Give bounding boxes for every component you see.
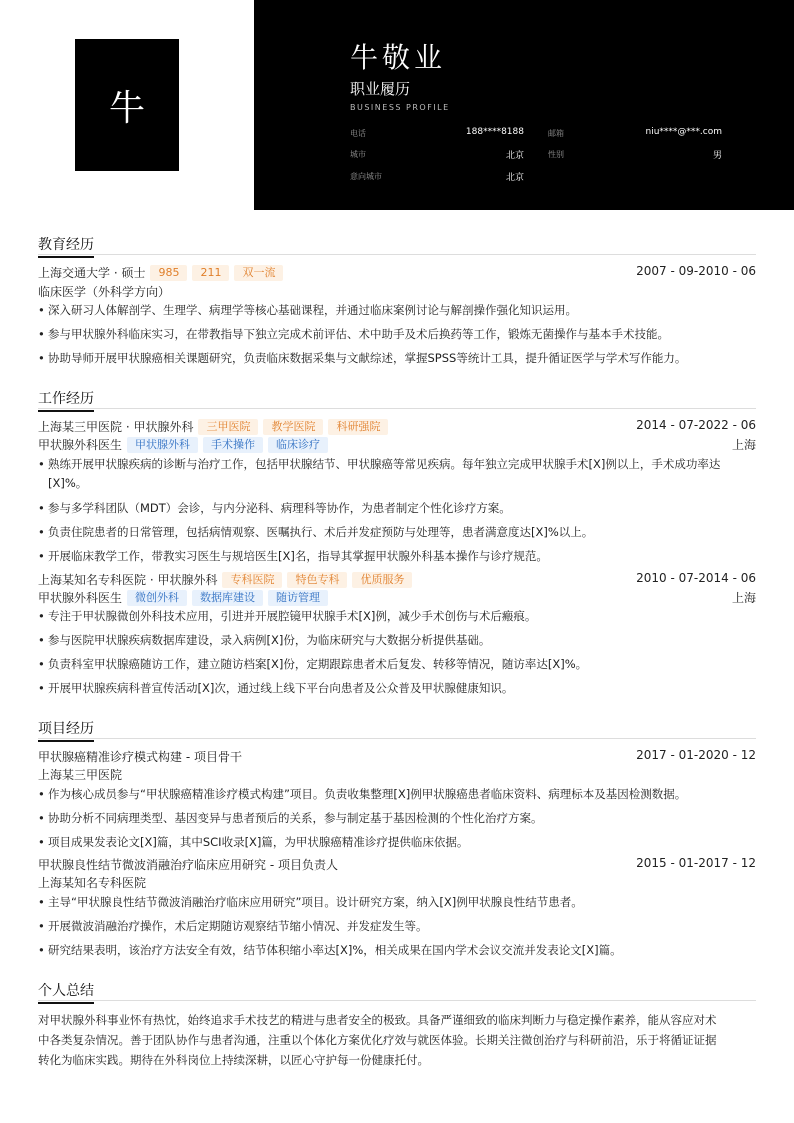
- tag: 双一流: [234, 265, 283, 281]
- profile-subtitle-en: BUSINESS PROFILE: [350, 103, 450, 112]
- phone-label: 电话: [350, 129, 366, 138]
- project-name: 甲状腺癌精准诊疗模式构建 - 项目骨干: [38, 750, 242, 764]
- tag: 数据库建设: [192, 590, 263, 606]
- list-item: • 参与甲状腺外科临床实习，在带教指导下独立完成术前评估、术中助手及术后换药等工作，锻炼无菌操作与基本手术技能。: [38, 325, 756, 343]
- job-entry: [38, 418, 756, 436]
- list-item: • 研究结果表明，该治疗方法安全有效，结节体积缩小率达[X]%，相关成果在国内学术会议交流并发表论文[X]篇。: [38, 941, 756, 959]
- list-item: • 负责科室甲状腺癌随访工作，建立随访档案[X]份，定期跟踪患者术后复发、转移等情况，随访率达[X]%。: [38, 655, 756, 673]
- summary-line: 中各类复杂情况。善于团队协作与患者沟通，注重以个体化方案优化疗效与就医体验。长期关注微创治疗与科研前沿，乐于将循证证据: [38, 1033, 717, 1047]
- list-item: • 深入研习人体解剖学、生理学、病理学等核心基础课程，并通过临床案例讨论与解剖操作强化知识运用。: [38, 301, 756, 319]
- tag: 特色专科: [287, 572, 347, 588]
- gender-label: 性别: [548, 150, 564, 159]
- email-value: niu****@***.com: [645, 127, 722, 137]
- section-title: 项目经历: [38, 718, 94, 742]
- project-org: 上海某知名专科医院: [38, 876, 147, 890]
- tag: 三甲医院: [198, 419, 258, 435]
- tag: 专科医院: [222, 572, 282, 588]
- section-title: 个人总结: [38, 980, 94, 1004]
- list-item: • 开展临床教学工作，带教实习医生与规培医生[X]名，指导其掌握甲状腺外科基本操作与诊疗规范。: [38, 547, 756, 565]
- section-divider: [38, 254, 756, 255]
- list-item: • 项目成果发表论文[X]篇，其中SCI收录[X]篇，为甲状腺癌精准诊疗提供临床依据。: [38, 833, 756, 851]
- summary-text: [38, 1010, 756, 1070]
- tag: 微创外科: [127, 590, 187, 606]
- project-org-line: [38, 874, 756, 892]
- summary-line: 转化为临床实践。期待在外科岗位上持续深耕，以匠心守护每一份健康托付。: [38, 1053, 429, 1067]
- email-label: 邮箱: [548, 129, 564, 138]
- projects-section: [38, 718, 756, 957]
- section-divider: [38, 408, 756, 409]
- list-item: • 专注于甲状腺微创外科技术应用，引进并开展腔镜甲状腺手术[X]例，减少手术创伤与术后瘢痕。: [38, 607, 756, 625]
- summary-line: 对甲状腺外科事业怀有热忱，始终追求手术技艺的精进与患者安全的极致。具备严谨细致的临床判断力与稳定操作素养，能从容应对术: [38, 1013, 717, 1027]
- list-item: • 参与多学科团队（MDT）会诊，与内分泌科、病理科等协作，为患者制定个性化诊疗方案。: [38, 499, 756, 517]
- list-item: • 作为核心成员参与“甲状腺癌精准诊疗模式构建”项目。负责收集整理[X]例甲状腺癌患者临床资料、病理标本及基因检测数据。: [38, 785, 756, 803]
- job-role-line: [38, 436, 756, 454]
- tag: 教学医院: [263, 419, 323, 435]
- list-item: • 主导“甲状腺良性结节微波消融治疗临床应用研究”项目。设计研究方案，纳入[X]例甲状腺良性结节患者。: [38, 893, 756, 911]
- target-city-label: 意向城市: [350, 172, 382, 181]
- project-org: 上海某三甲医院: [38, 768, 123, 782]
- profile-subtitle: 职业履历: [350, 80, 411, 98]
- date-range: 2017 - 01-2020 - 12: [636, 748, 756, 762]
- section-divider: [38, 1000, 756, 1001]
- list-item: • 参与医院甲状腺疾病数据库建设，录入病例[X]份，为临床研究与大数据分析提供基础。: [38, 631, 756, 649]
- work-section: [38, 388, 756, 695]
- section-divider: [38, 738, 756, 739]
- section-title: 教育经历: [38, 234, 94, 258]
- tag: 优质服务: [352, 572, 412, 588]
- tag: 科研强院: [328, 419, 388, 435]
- tag: 甲状腺外科: [127, 437, 198, 453]
- job-org: 上海某三甲医院 · 甲状腺外科: [38, 420, 194, 434]
- school-name: 上海交通大学 · 硕士: [38, 266, 146, 280]
- avatar: [75, 39, 179, 171]
- project-name: 甲状腺良性结节微波消融治疗临床应用研究 - 项目负责人: [38, 858, 338, 872]
- target-city-value: 北京: [505, 173, 524, 183]
- education-entry: [38, 264, 756, 282]
- job-role: 甲状腺外科医生: [38, 591, 123, 605]
- list-item: • 负责住院患者的日常管理，包括病情观察、医嘱执行、术后并发症预防与处理等，患者满意度达[X]%以上。: [38, 523, 756, 541]
- city-label: 城市: [350, 150, 366, 159]
- list-item-continuation: [X]%。: [48, 476, 88, 490]
- date-range: 2014 - 07-2022 - 06: [636, 418, 756, 432]
- date-range: 2015 - 01-2017 - 12: [636, 856, 756, 870]
- project-org-line: [38, 766, 756, 784]
- candidate-name: 牛敬业: [350, 41, 447, 74]
- profile-panel: [254, 0, 794, 210]
- job-role: 甲状腺外科医生: [38, 438, 123, 452]
- list-item: • 开展甲状腺疾病科普宣传活动[X]次，通过线上线下平台向患者及公众普及甲状腺健康知识。: [38, 679, 756, 697]
- city-value: 北京: [505, 151, 524, 161]
- list-item: • 开展微波消融治疗操作，术后定期随访观察结节缩小情况、并发症发生等。: [38, 917, 756, 935]
- resume-header: [0, 0, 794, 210]
- date-range: 2010 - 07-2014 - 06: [636, 571, 756, 585]
- education-section: [38, 234, 756, 365]
- tag: 985: [150, 265, 187, 281]
- summary-section: [38, 980, 756, 1004]
- major-line: [38, 283, 756, 301]
- job-org: 上海某知名专科医院 · 甲状腺外科: [38, 573, 218, 587]
- list-item: • 协助导师开展甲状腺癌相关课题研究，负责临床数据采集与文献综述，掌握SPSS等统计工具，提升循证医学与学术写作能力。: [38, 349, 756, 367]
- major: 临床医学（外科学方向）: [38, 285, 171, 299]
- job-role-line: [38, 589, 756, 607]
- tag: 211: [192, 265, 229, 281]
- tag: 手术操作: [203, 437, 263, 453]
- project-entry: [38, 856, 756, 874]
- job-city: 上海: [731, 591, 756, 605]
- gender-value: 男: [712, 151, 722, 161]
- section-title: 工作经历: [38, 388, 94, 412]
- tag: 临床诊疗: [268, 437, 328, 453]
- project-entry: [38, 748, 756, 766]
- date-range: 2007 - 09-2010 - 06: [636, 264, 756, 278]
- list-item: • 熟练开展甲状腺疾病的诊断与治疗工作，包括甲状腺结节、甲状腺癌等常见疾病。每年独立完成甲状腺手术[X]例以上，手术成功率达: [38, 455, 756, 473]
- tag: 随访管理: [268, 590, 328, 606]
- phone-value: 188****8188: [465, 127, 524, 137]
- job-entry: [38, 571, 756, 589]
- list-item: • 协助分析不同病理类型、基因变异与患者预后的关系，参与制定基于基因检测的个性化治疗方案。: [38, 809, 756, 827]
- job-city: 上海: [731, 438, 756, 452]
- avatar-initial: 牛: [108, 87, 145, 129]
